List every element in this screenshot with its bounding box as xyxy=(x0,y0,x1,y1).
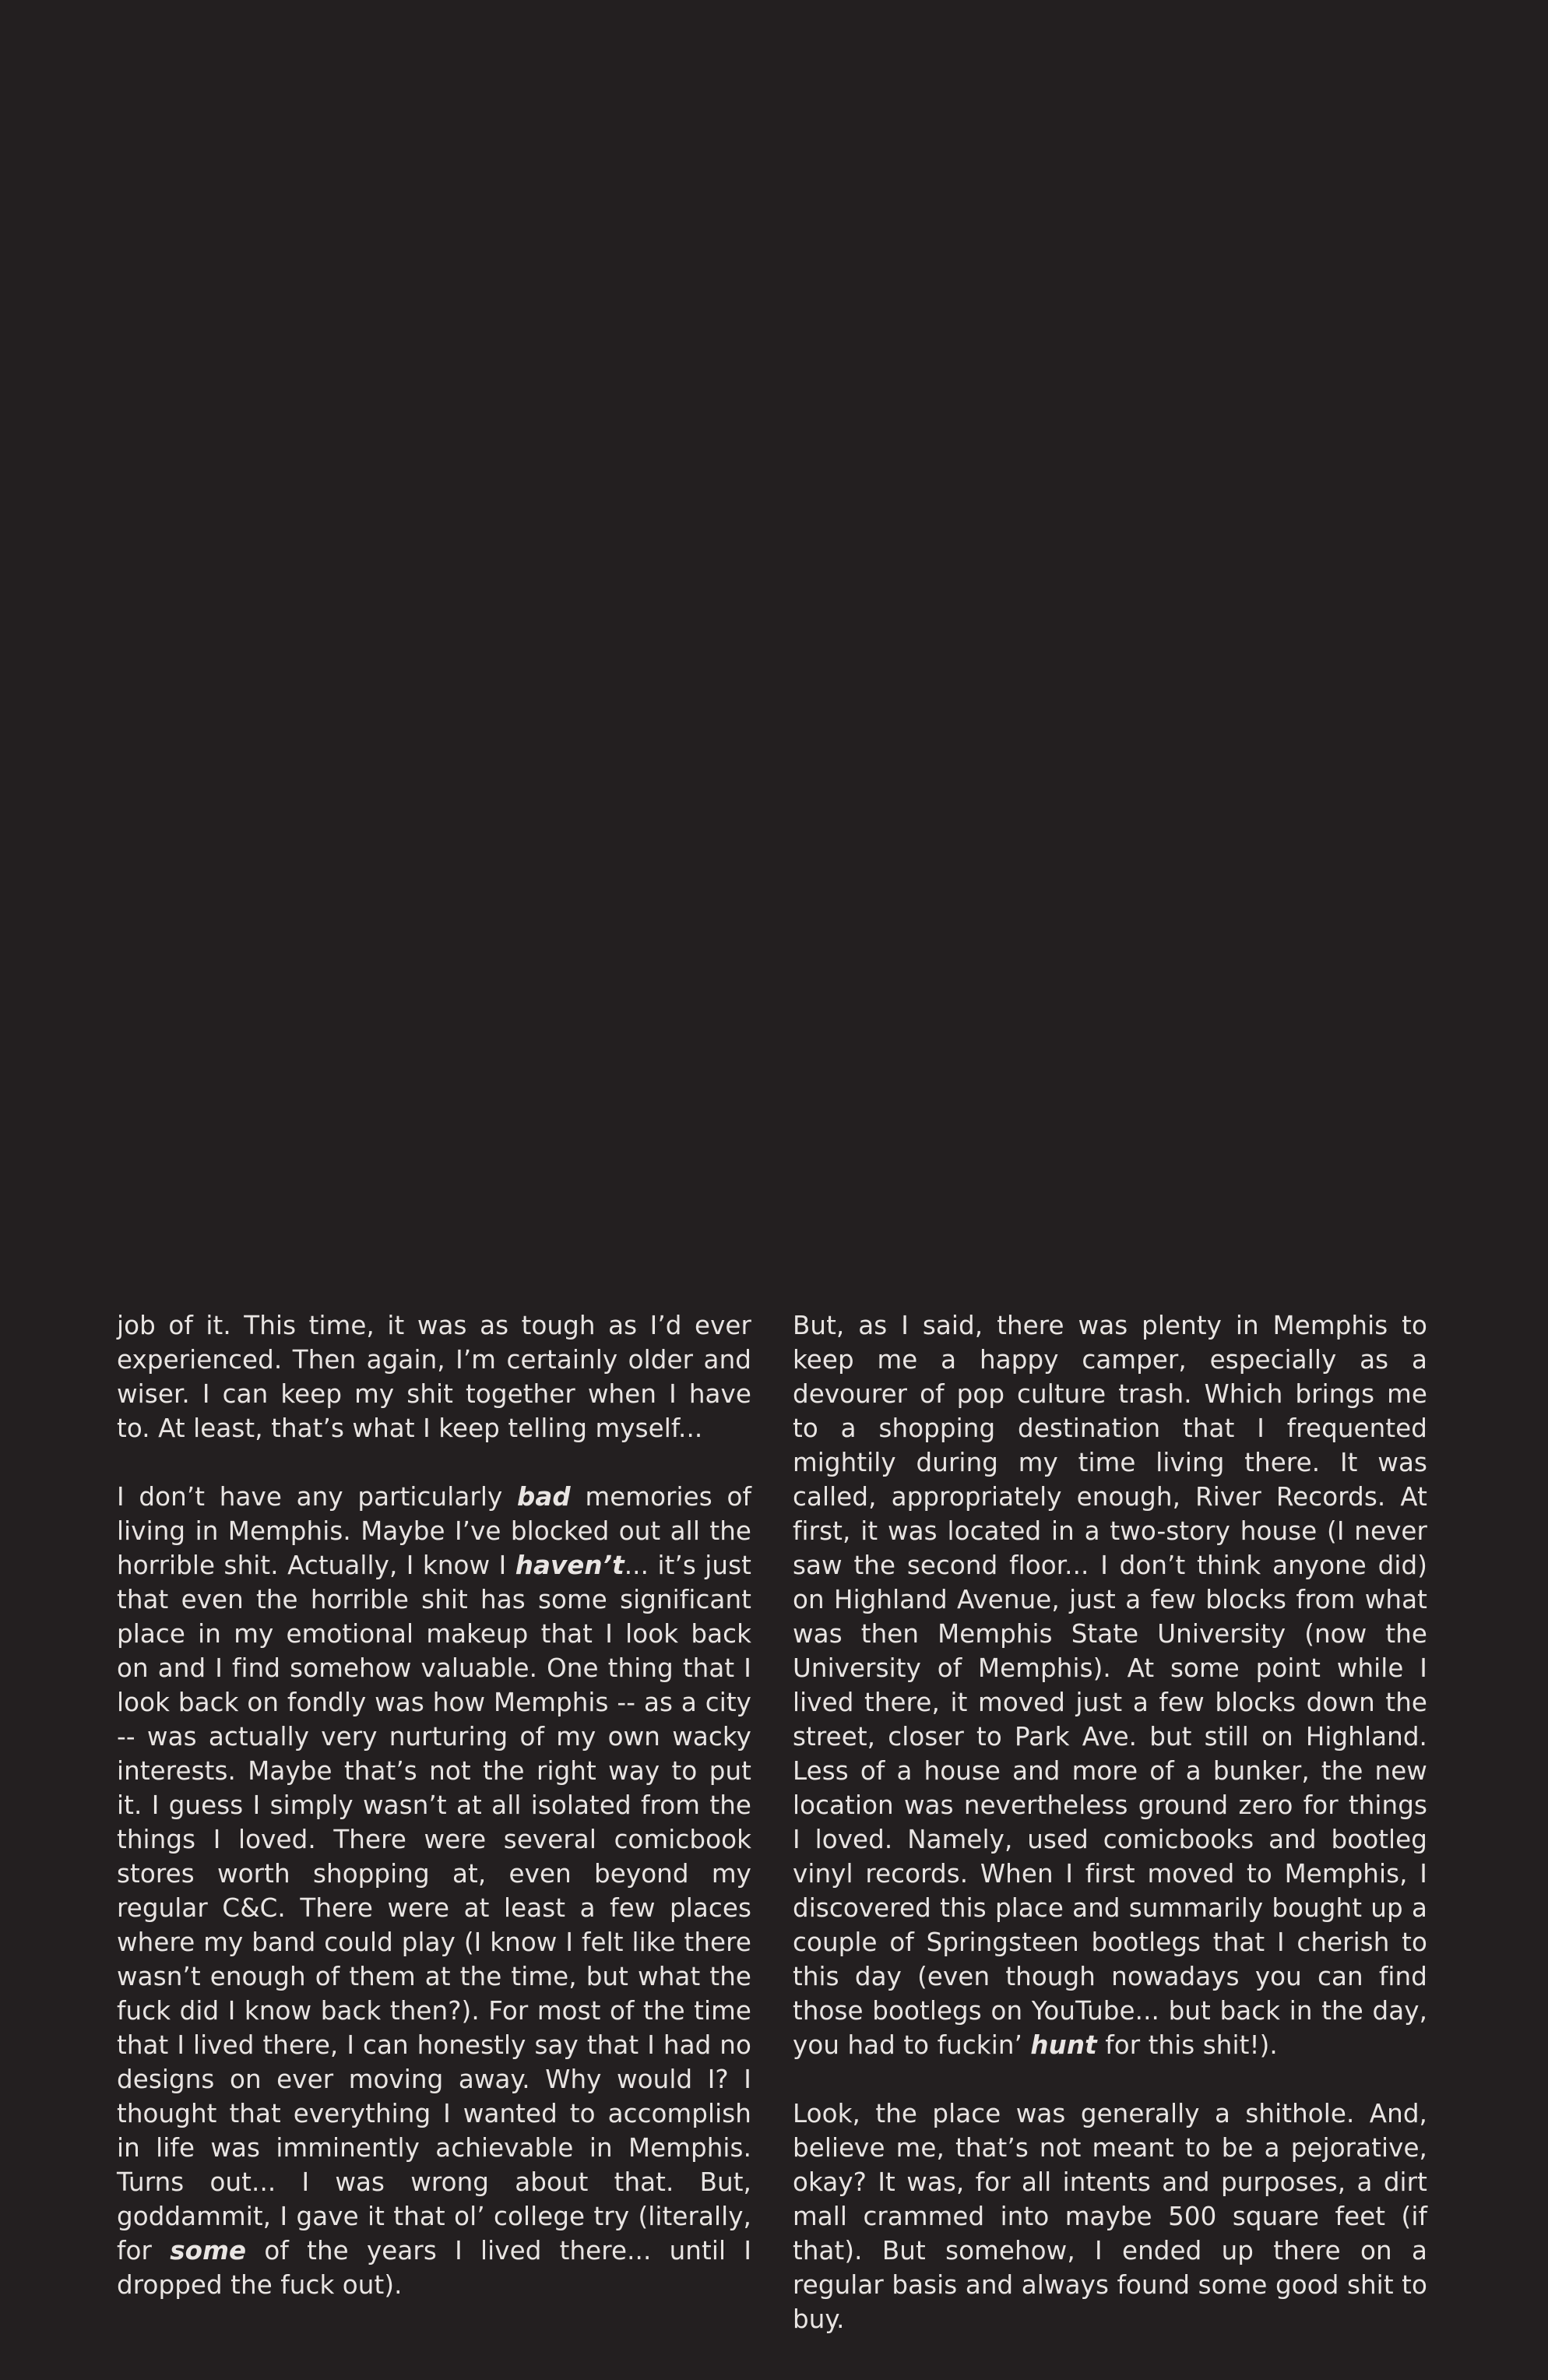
paragraph: But, as I said, there was plenty in Memphis to keep me a happy camper, especially as a devourer of pop culture trash. Which brings me to a shopping destination that I frequented mightily during my time living there. It was called, appropriately enough, River Records. At first, it was located in a two-story house (I never saw the second floor... I don’t think anyone did) on Highland Avenue, just a few blocks from what was then Memphis State University (now the University of Memphis). At some point while I lived there, it moved just a few blocks down the street, closer to Park Ave. but still on Highland. Less of a house and more of a bunker, the new location was nevertheless ground zero for things I loved. Namely, used comicbooks and bootleg vinyl records. When I first moved to Memphis, I discovered this place and summarily bought up a couple of Springsteen bootlegs that I cherish to this day (even though nowadays you can find those bootlegs on YouTube... but back in the day, you had to fuckin’ hunt for this shit!). xyxy=(793,1311,1427,2060)
emphasis: bad xyxy=(516,1482,571,1512)
emphasis: hunt xyxy=(1030,2030,1097,2060)
emphasis: some xyxy=(170,2236,247,2266)
left-text-column xyxy=(117,1308,751,2302)
paragraph: Look, the place was generally a shithole. And, believe me, that’s not meant to be a pejorative, okay? It was, for all intents and purposes, a dirt mall crammed into maybe 500 square feet (if that). But somehow, I ended up there on a regular basis and always found some good shit to buy. xyxy=(793,2099,1427,2334)
right-text-column xyxy=(793,1308,1427,2336)
emphasis: haven’t xyxy=(515,1551,624,1580)
paragraph: job of it. This time, it was as tough as I’d ever experienced. Then again, I’m certainly older and wiser. I can keep my shit together when I have to. At least, that’s what I keep telling myself... xyxy=(117,1311,751,1443)
paragraph: I don’t have any particularly bad memories of living in Memphis. Maybe I’ve blocked out all the horrible shit. Actually, I know I haven’t... it’s just that even the horrible shit has some significant place in my emotional makeup that I look back on and I find somehow valuable. One thing that I look back on fondly was how Memphis -- as a city -- was actually very nurturing of my own wacky interests. Maybe that’s not the right way to put it. I guess I simply wasn’t at all isolated from the things I loved. There were several comicbook stores worth shopping at, even beyond my regular C&C. There were at least a few places where my band could play (I know I felt like there wasn’t enough of them at the time, but what the fuck did I know back then?). For most of the time that I lived there, I can honestly say that I had no designs on ever moving away. Why would I? I thought that everything I wanted to accomplish in life was imminently achievable in Memphis. Turns out... I was wrong about that. But, goddammit, I gave it that ol’ college try (literally, for some of the years I lived there... until I dropped the fuck out). xyxy=(117,1482,751,2300)
